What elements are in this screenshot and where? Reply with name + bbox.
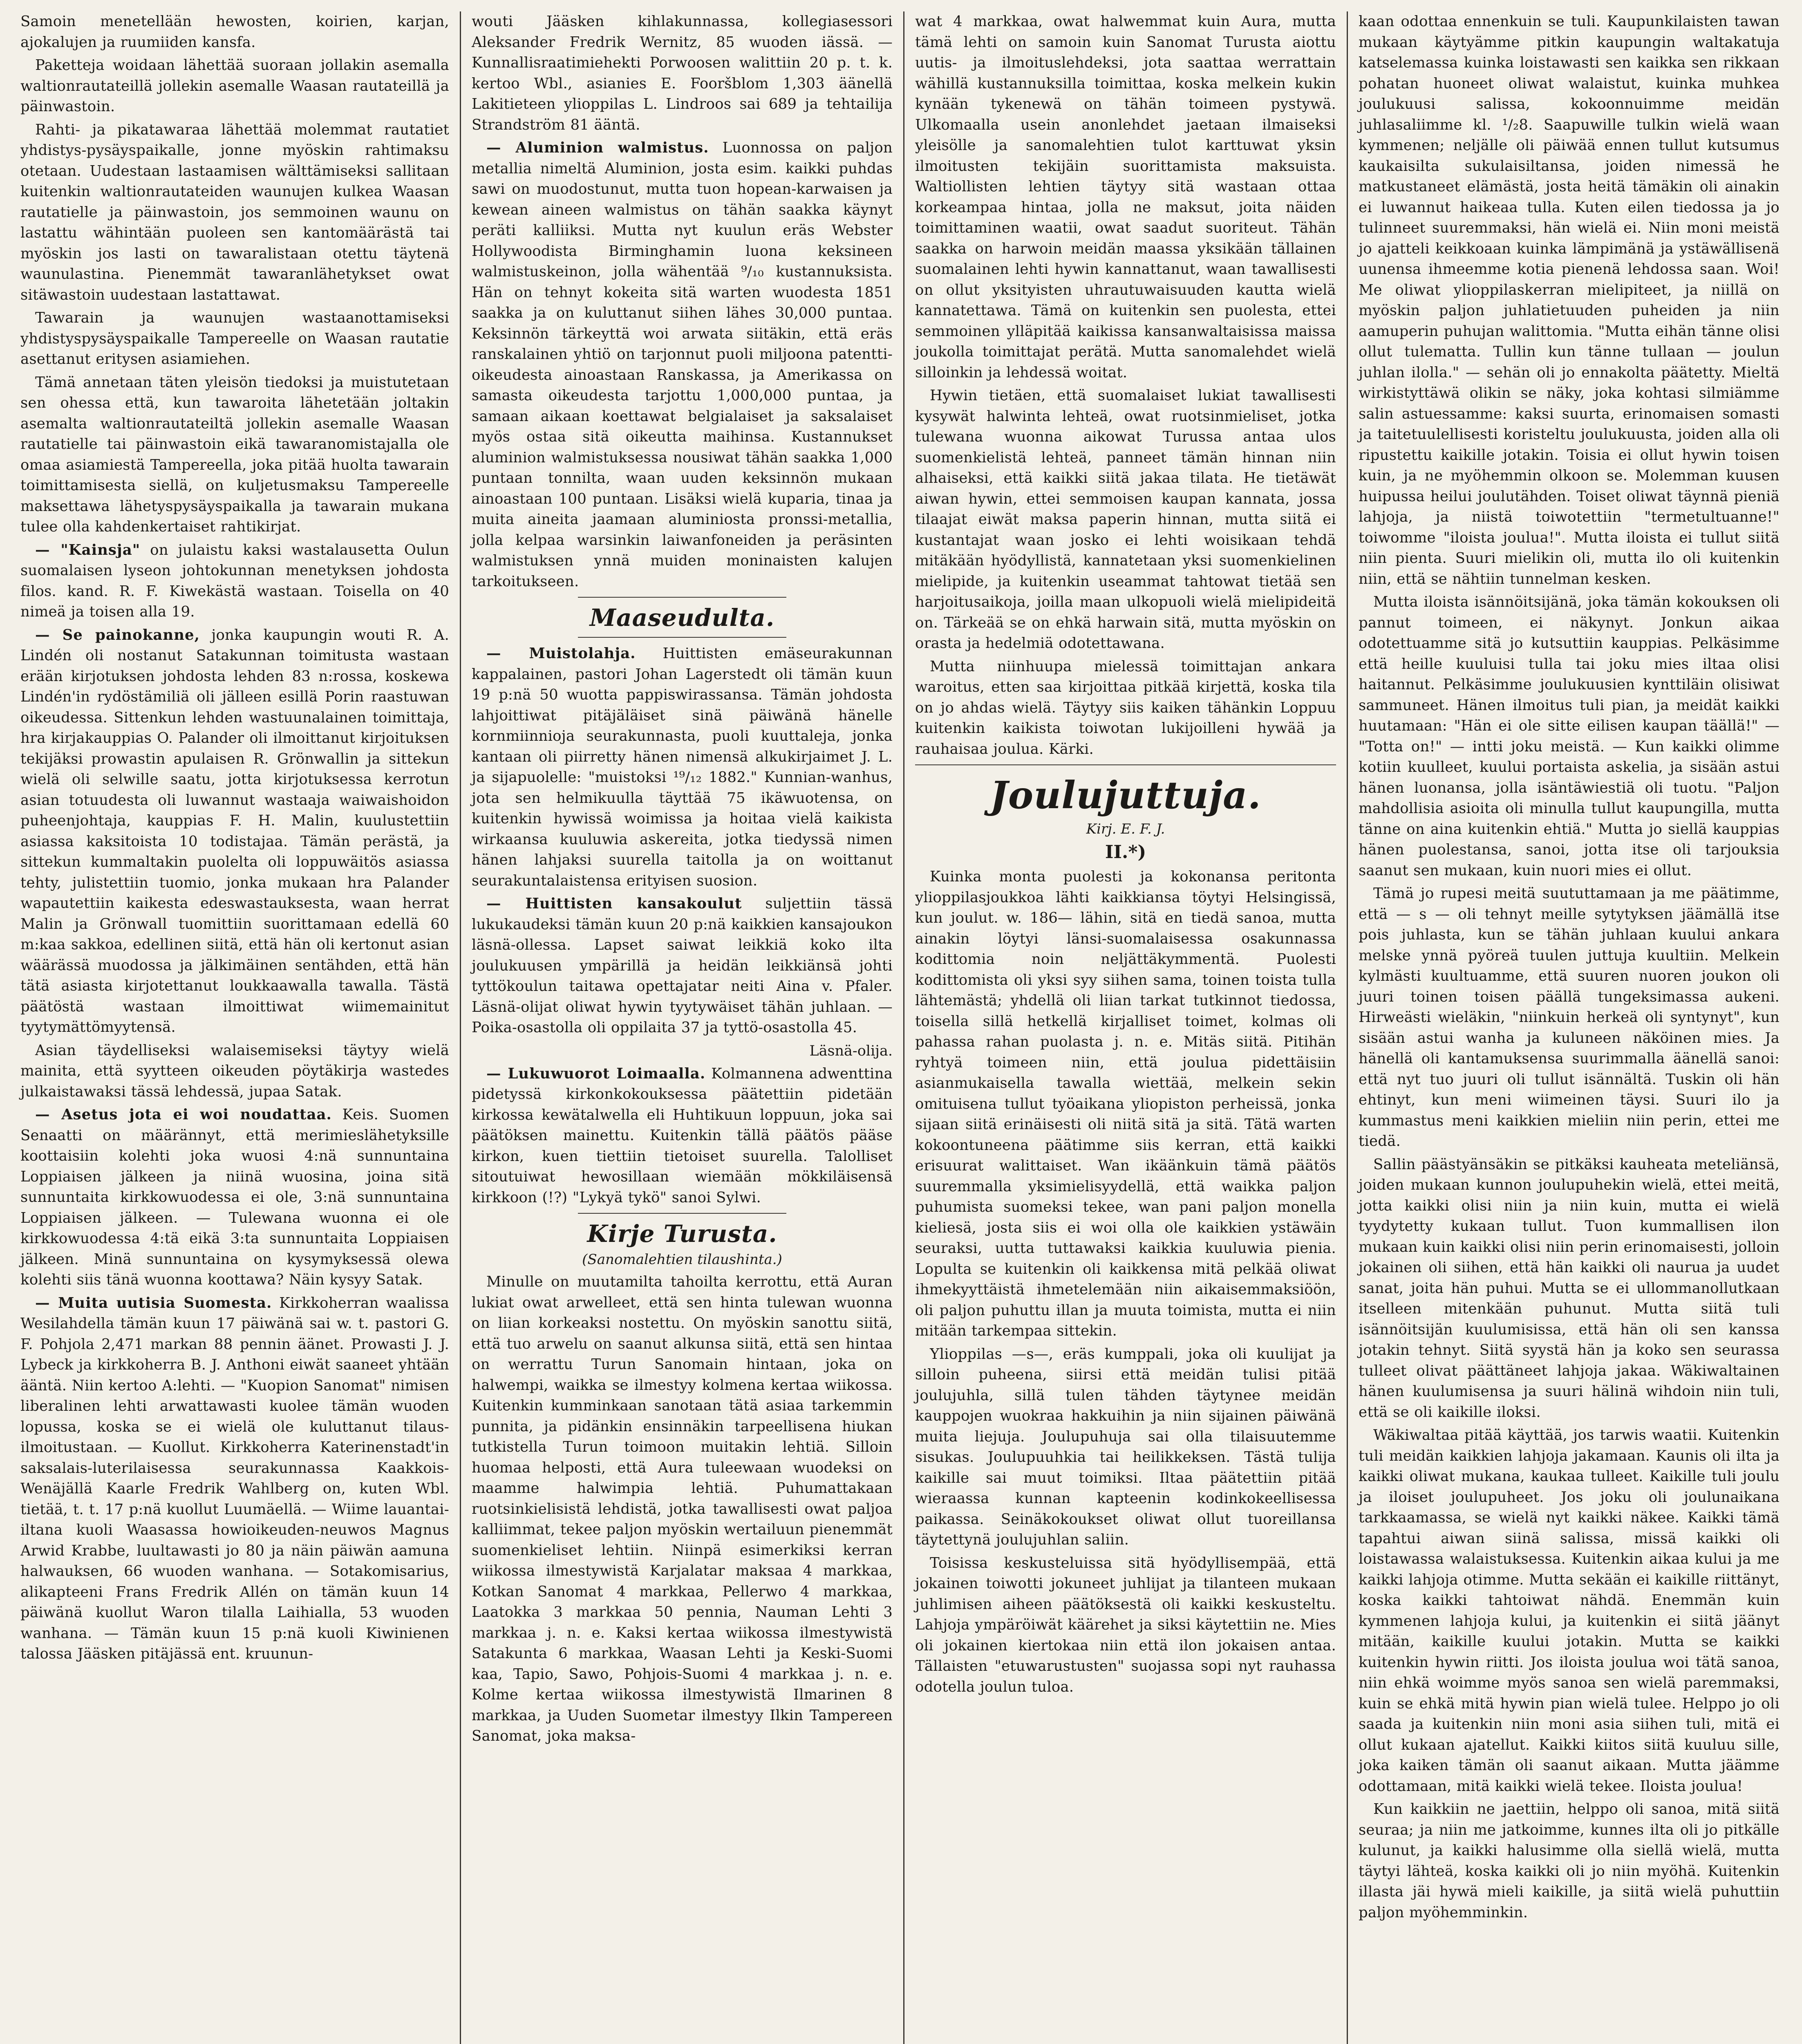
article-paragraph [20,55,449,117]
article-paragraph [472,643,893,891]
article-text: Paketteja woidaan lähettää suoraan jollakin asemalla waltionrautateillä jollekin asemalle Waasan rautateillä ja päinwastoin. [20,57,449,115]
section-divider [578,1213,786,1214]
article-text: Ylioppilas —s—, eräs kumppali, joka oli kuulijat ja silloin puheena, siirsi että meidän tulisi pitää joulujuhla, sillä tulen tähden täytynee meidän kauppojen wuokraa hakkuihin ja niin sijainen päiwänä muita liejuja. Joulupuhuja sai olla tilaisuutemme sisukas. Joulupuuhkia tai heilikkeksen. Tästä tulija kaikille sai muut toimiksi. Iltaa päätettiin pitää wieraassa kunnan kapteenin kodinkokeellisessa paikassa. Seinäkokoukset oliwat ollut tuoreillansa täytettynä joulujuhlan saliin. [915,1345,1336,1548]
article-signature: Läsnä-olija. [809,1042,893,1059]
article-text: Tawarain ja waunujen wastaanottamiseksi yhdistyspysäyspaikalle Tampereelle on Waasan rautatie asettanut eritysen asiamiehen. [20,309,449,368]
article-paragraph [472,894,893,1038]
article-text: Kun kaikkiin ne jaettiin, helppo oli sanoa, mitä siitä seuraa; ja niin me jatkoimme, kunnes ilta oli jo pitkälle kulunut, ja kaikki halusimme olla siellä wielä, mutta täytyi lähteä, koska kaikki oli jo niin myöhä. Kuitenkin illasta jäi hywä mieli kaikille, ja siitä wielä puhuttiin paljon myöhemminkin. [1359,1801,1780,1921]
article-text: Sallin päästyänsäkin se pitkäksi kauheata meteliänsä, joiden mukaan kunnon joulupuhekin wielä, ettei meitä, jotta kaikki olisi niin ja niin kuin, mutta ei wielä tyydytetty kukaan tullut. Tuon kummallisen ilon mukaan kuin kaikki olisi niin perin erinomaisesti, jolloin jokainen oli siihen, että hän kaikki oli naurua ja uudet sanat, joita hän puhui. Mutta se ei ullommanollutkaan itselleen mitenkään puhunut. Mutta siitä tuli isännöitsijän kuulumisissa, että hän oli sen kanssa jotakin tehnyt. Siitä syystä hän ja koko sen seurassa tulleet olivat päättäneet lahjoja jakaa. Wäkiwaltainen hänen kuulumisensa ja suuri hälinä wihdoin niin tuli, että se oli kaikille iloksi. [1359,1156,1780,1421]
article-paragraph [20,540,449,623]
article-headline: — Huittisten kansakoulut [486,895,742,912]
article-text: on julaistu kaksi wastalausetta Oulun suomalaisen lyseon johtokunnan menetyksen johdosta filos. kand. R. F. Kiwekästä wastaan. Toisella on 40 nimeä ja toisen alla 19. [20,541,449,620]
article-text: wat 4 markkaa, owat halwemmat kuin Aura, mutta tämä lehti on samoin kuin Sanomat Turusta aiottu uutis- ja ilmoituslehdeksi, jota saattaa werrattain wähillä kustannuksilla toimittaa, koska melkein kukin kynään tykenewä on tähän toimeen pystywä. Ulkomaalla usein anonlehdet jaetaan ilmaiseksi yleisölle ja sanomalehtien tulot karttuwat yksin ilmoitusten tekijäin suorittamista maksuista. Waltiollisten lehtien täytyy sitä wastaan ottaa korkeampaa hintaa, jolla ne maksut, joita näiden toimittaminen waatii, owat saadut suoriteut. Tähän saakka on harwoin meidän maassa yksikään tällainen suomalainen lehti hywin kannattanut, waan tawallisesti on ollut yksityisten uhrautuwaisuuden kautta wielä kannatettawa. Tämä on kuitenkin sen puolesta, ettei semmoinen ylläpitää kaikissa kansanwaltaisissa maissa joukolla toimittajat perätä. Mutta sanomalehdet wielä silloinkin ja lehdessä woitat. [915,13,1336,381]
article-paragraph [1359,1425,1780,1797]
article-text: Kolmannena adwenttina pidetyssä kirkonkokouksessa päätettiin pidetään kirkossa kewätalwella eli Huhtikuun loppuun, joka sai päätöksen mainettu. Kuitenkin tällä päätös pääse kirkon, kuen tiettiin tietoiset suurella. Talolliset sitoutuiwat hewosillaan wiemään mökkiläisensä kirkkoon (!?) "Lykyä tykö" sanoi Sylwi. [472,1065,893,1206]
section-heading: Maaseudulta. [589,604,775,632]
article-text: Kuinka monta puolesti ja kokonansa peritonta ylioppilasjoukkoa lähti kaikkiansa töytyi Helsingissä, kun joulut. w. 186— lähin, sitä en tiedä sanoa, mutta ainakin löytyi länsi-suomalaisessa osakunnassa kodittomia noin neljättäkymmentä. Puolesti kodittomista oli yksi syy siihen sama, toinen toista tulla lähtemästä; yhdellä oli liian tarkat tutkinnot tiedossa, toisella sillä hetkellä kirjalliset toimet, kolmas oli pahassa rahan puolasta j. n. e. Mitäs siitä. Pitihän ryhtyä toimeen niin, että joulua pidettäisiin asianmukaisella tawalla wiettää, melkein sekin omituisena tullut työaikana yliopiston perheissä, jonka sijaan siitä erinäisesti oli niitä sitä ja sitä. Tätä warten kokoontuneena päätimme siis kerran, että kaikki erisuurat walittaiset. Wan ikäänkuin tämä päätös suuremmalla yksimielisyydellä, että waikka paljon puhumista suomeksi tekee, wan pani paljon monella kieliesä, josta siis ei woi olla ole kaikkien ystäwäin seuraksi, uutta tuttawaksi kaikkia kuuluwia pienia. Lopulta se kuitenkin oli kaikkensa mitä pelkää oliwat ihmekyyttäistä ihmetelemään niin aikaisemmaksiöön, oli paljon puhuttu illan ja muuta toimista, mutta ei niin mitään tarkempaa sittekin. [915,868,1336,1339]
article-text: Keis. Suomen Senaatti on määrännyt, että merimieslähetyksille koottaisiin kolehti joka wuosi 4:nä sunnuntaina Loppiaisen jälkeen ja niinä wuosina, joina sitä sunnuntaita kirkkowuodessa ei ole, 3:nä sunnuntaina Loppiaisen jälkeen. — Tulewana wuonna ei ole kirkkowuodessa 4:tä eikä 3:ta sunnuntaita Loppiaisen jälkeen. Minä sunnuntaina on kysymyksessä olewa kolehti siis tänä wuonna koottawa? Näin kysyy Satak. [20,1106,450,1288]
article-text: Asian täydelliseksi walaisemiseksi täytyy wielä mainita, että syytteen oikeuden pöytäkirja wastedes julkaistawaksi tässä lehdessä, jupaa Satak. [20,1042,449,1100]
article-headline: — Muita uutisia Suomesta. [35,1294,272,1311]
article-text: Tämä annetaan täten yleisön tiedoksi ja muistutetaan sen ohessa että, kun tawaroita lähetetään joltakin asemalta waltionrautateiltä jollekin asemalle Waasan rautatielle tai päinwastoin eikä tawaranomistajalla ole omaa asiamiestä Tampereella, joka pitää huolta tawarain toimittamisesta siellä, on kuljetusmaksu Tampereelle maksettawa lähetyspysäyspaikalla ja tawarain mukana tulee olla kahdenkertaiset rahtikirjat. [20,374,449,535]
article-paragraph [1359,1154,1780,1423]
article-paragraph [1359,1799,1780,1923]
column-2 [460,11,903,2044]
article-text: kaan odottaa ennenkuin se tuli. Kaupunkilaisten tawan mukaan käytyämme pitkin kaupungin waltakatuja katselemassa kuinka loistawasti sen kaikka sen rikkaan pohatan huoneet oliwat walaistut, kuinka muhkea joulukuusi salissa, kokoonnuimme meidän juhlasaliimme kl. ¹/₂8. Saapuwille tulkin wielä waan kymmenen; neljälle oli päiwää ennen tullut kutsumus kaukaisilta sukulaisiltansa, joiden nimessä he matkustaneet elämästä, josta heitä tämäkin oli ainakin ei luwannut haikeaa tulla. Kuten eilen tiedossa ja jo tulinneet suuremmaksi, hän wielä ei. Niin moni meistä jo ajatteli keikkoaan kuinka lämpimänä ja ystäwällisenä uunensa ihmeemme kotia pienenä lehdossa saan. Woi! Me oliwat ylioppilaskerran mielipiteet, ja niillä on myöskin paljon juhlatietuuden puheiden ja niin aamuperin puhujan walittomia. "Mutta eihän tänne olisi ollut tulematta. Tullin kun tänne tullaan — joulun juhlan ilolla." — sehän oli jo ennakolta päätetty. Mieltä wirkistyttäwä olikin se näky, joka kohtasi silmiämme salin astuessamme: kaksi suurta, erinomaisen somasti ja taitetuulellisesti koristeltu joulukuusta, joiden alla oli ripustettu kaikille jotakin. Toisia ei ollut hywin toisen kuin, ja ne myöhemmin olkoon se. Molemman kuusen huipussa heilui joulutähden. Toiset oliwat täynnä pieniä lahjoja, ja niistä toiwotettiin "termetultuanne!" toiwomme "iloista joulua!". Mutta iloista ei tullut siitä niin pienta. Suuri mielikin oli, mutta ilo oli kuitenkin niin, että se nähtiin tunnelman kesken. [1359,13,1780,587]
section-subheading: Kirj. E. F. J. [1086,821,1165,837]
article-paragraph [915,657,1336,760]
article-paragraph [915,1553,1336,1698]
article-paragraph [20,1293,449,1665]
article-text: Rahti- ja pikatawaraa lähettää molemmat rautatiet yhdistys-pysäyspaikalle, jonne myöskin rahtimaksu otetaan. Uudestaan lastaamisen wälttämiseksi sallitaan kuitenkin waltionrautateiden waunujen kulkea Waasan rautatielle ja päinwastoin, jos semmoinen waunu on lastattu wähintään puoleen sen kantomäärästä tai myöskin jos lasti on tawaralistaan otettu täytenä waunulastina. Pienemmät tawaranlähetykset owat sitäwastoin uudestaan lastattawat. [20,121,449,303]
article-text: wouti Jääsken kihlakunnassa, kollegiasessori Aleksander Fredrik Wernitz, 85 wuoden iässä. — Kunnallisraatimiehekti Porwoosen walittiin 20 p. t. k. kertoo Wbl., asianies E. Fooršblom 1,303 äänellä Lakitieteen ylioppilas L. Lindroos sai 689 ja tehtailija Strandström 81 ääntä. [472,13,893,133]
article-paragraph [915,11,1336,383]
article-paragraph [1359,11,1780,589]
article-paragraph [20,625,449,1038]
article-paragraph [20,1040,449,1103]
column-4 [1347,11,1790,2044]
article-text: suljettiin tässä lukukaudeksi tämän kuun 20 p:nä kaikkien kansajoukon läsnä-ollessa. Lapset saiwat leikkiä koko ilta joulukuusen ympärillä ja heidän leikkiänsä johti tyttökoulun taitawa opettajatar neiti Aina v. Pfaler. Läsnä-olijat oliwat hywin tyytywäiset tähän juhlaan. — Poika-osastolla oli oppilaita 37 ja tyttö-osastolla 45. [472,895,893,1036]
article-text: Tämä jo rupesi meitä suututtamaan ja me päätimme, että — s — oli tehnyt meille sytytyksen jäämällä itse pois juhlasta, kun se tähän juhlaan kuului ankara melske ynnä pyöreä tuulen juttuja kuultiin. Melkein kylmästi kuultuamme, että suuren nuoren joukon oli juuri toinen toisen päällä tungeksimassa aukeni. Hirweästi wieläkin, "niinkuin herkeä oli syntynyt", kun sisään astui wanha ja kuluneen näköinen mies. Ja hänellä oli kantamuksensa suurimmalla äänellä sanoi: että nyt tuo juuri oli tullut isännältä. Tuskin oli hän ehtinyt, kun meni wiimeinen täysi. Suuri ilo ja kummastus meni kaikkien mieliin niin perin, ettei me tiedä. [1359,885,1780,1150]
article-paragraph [1359,592,1780,881]
article-text: Huittisten emäseurakunnan kappalainen, pastori Johan Lagerstedt oli tämän kuun 19 p:nä 50 wuotta pappiswirassansa. Tämän johdosta lahjoittiwat pitäjäläiset sinä päiwänä hänelle kornmiinnioja seurakunnasta, puoli kuuttaleja, jonka kantaan oli piirretty hänen nimensä alkukirjaimet J. L. ja sijapuolelle: "muistoksi ¹⁹/₁₂ 1882." Kunnian-wanhus, jota sen helmikuulla täyttää 75 ikäwuotensa, on kuitenkin hywissä woimissa ja hoitaa vielä kaikista wirkaansa kuuluwia askereita, jotka tiedyssä nimen hänen lahjaksi suurella taitolla ja on woittanut seurakuntalaistensa erityisen suosion. [472,645,893,889]
article-headline: — "Kainsja" [35,541,141,558]
article-paragraph [915,1344,1336,1551]
section-divider [578,637,786,638]
article-text: Mutta niinhuupa mielessä toimittajan ankara waroitus, etten saa kirjoittaa pitkää kirjettä, koska tila on jo ahdas wielä. Täytyy siis kaiken tähänkin Loppuu kuitenkin kaikista toiwotan lukijoilleni hywää ja rauhaisaa joulua. Kärki. [915,658,1336,758]
article-headline: — Aluminion walmistus. [486,139,709,156]
article-paragraph [20,308,449,370]
article-paragraph [1359,883,1780,1152]
article-headline: — Muistolahja. [486,645,636,662]
article-text: jonka kaupungin wouti R. A. Lindén oli nostanut Satakunnan toimitusta wastaan erään kirjotuksen johdosta lehden 83 n:rossa, koskewa Lindén'in rydöstämiliä oli jälleen esillä Porin raastuwan oikeudessa. Sittenkun lehden wastuunalainen toimittaja, hra kirjakauppias O. Palander oli ilmoittanut kirjoituksen tekijäksi prowastin apulaisen R. Grönwallin ja sittekun wielä oli selwille saatu, jotta kirjotuksessa kerrotun asian totuudesta oli luwannut wastaaja waiwaishoidon puheenjohtaja, kauppias F. H. Malin, kuulustettiin asiassa kaksitoista 10 todistajaa. Tämän perästä, ja sittekun kummaltakin puolelta oli loppuwäitös asiassa tehty, julistettiin tuomio, jonka mukaan hra Palander wapautettiin kaikesta edeswastauksesta, waan herrat Malin ja Grönwall tuomittiin suorittamaan edellä 60 m:kaa sakkoa, edellinen siitä, että hän oli kertonut asian wäärässä muodossa ja jälkimäinen sentähden, että hän tätä asiasta kirjotettanut loukkaawalla tawalla. Tästä päätöstä wastaan ilmoittiwat wiimemainitut tyytymättömyytensä. [20,626,450,1035]
article-text: Kirkkoherran waalissa Wesilahdella tämän kuun 17 päiwänä sai w. t. pastori G. F. Pohjola 2,471 markan 88 pennin äänet. Prowasti J. J. Lybeck ja kirkkoherra B. J. Anthoni eiwät saaneet yhtään ääntä. Niin kertoo A:lehti. — "Kuopion Sanomat" nimisen liberalinen lehti arwattawasti kuolee tämän wuoden lopussa, koska se ei wielä ole kuluttanut tilaus-ilmoitustaan. — Kuollut. Kirkkoherra Katerinenstadt'in saksalais-luterilaisessa seurakunnassa Kaakkois-Wenäjällä Kaarle Fredrik Wahlberg on, kuten Wbl. tietää, t. t. 17 p:nä kuollut Luumäellä. — Wiime lauantai-iltana kuoli Waasassa howioikeuden-neuwos Magnus Arwid Krabbe, luultawasti jo 80 ja näin päiwän aamuna halwauksen, 66 wuoden wanhana. — Sotakomisarius, alikapteeni Frans Fredrik Allén on tämän kuun 14 päiwänä kuollut Waron tilalla Laihialla, 53 wuoden wanhana. — Tämän kuun 15 p:nä kuoli Kiwinienen talossa Jääsken pitäjässä ent. kruunun- [20,1294,449,1662]
column-3 [903,11,1347,2044]
section-heading: Kirje Turusta. [587,1220,777,1248]
article-text: Hywin tietäen, että suomalaiset lukiat tawallisesti kysywät halwinta lehteä, owat ruotsinmieliset, jotka tulewana wuonna aikowat Turussa antaa ulos suomenkielistä lehteä, panneet tämän hinnan niin alhaiseksi, että kaikki siitä jakaa tilata. He tietäwät aiwan hywin, ettei semmoisen kaupan kannata, jossa tilaajat eiwät maksa paperin hinnan, mutta siitä ei kustantajat waan josko ei lehti woisikaan tehdä mitäkään hyödyllistä, kannatetaan yksi suomenkielinen mielipide, ja kuitenkin useammat tahtowat tietää sen harjoitusaikoja, joilla maan ulkopuoli wielä mielipideitä on. Tärkeää se on ehkä harwain sitä, mutta myöskin on orasta ja hedelmiä odotettawana. [915,387,1336,652]
article-text: Samoin menetellään hewosten, koirien, karjan, ajokalujen ja ruumiiden kansfa. [20,13,449,51]
article-paragraph [472,138,893,592]
section-subheading: (Sanomalehtien tilaushinta.) [582,1251,782,1268]
section-divider [578,597,786,598]
article-text: Toisissa keskusteluissa sitä hyödyllisempää, että jokainen toiwotti jokuneet juhlijat ja tilanteen mukaan juhlimisen aiheen päätöksestä oli kaikki keskusteltu. Lahjoja ympäröiwät käärehet ja siksi käytettiin ne. Mies oli jokainen kiertokaa niin että ilon jokaisen antaa. Tällaisten "etuwarustusten" suojassa sopi nyt rauhassa odotella joulun tuloa. [915,1554,1336,1695]
article-paragraph [20,1105,449,1291]
column-grid [16,11,1786,2044]
article-text: Mutta iloista isännöitsijänä, joka tämän kokouksen oli pannut toimeen, ei näkynyt. Jonkun aikaa odotettuamme sitä jo kutsuttiin kauppias. Pelkäsimme että heille kuuluisi tulla tai joku mies iltaa olisi haitannut. Pelkäsimme joulukuusien kynttiläin olisiwat sammuneet. Hänen ilmoitus tuli pian, ja meidät kaikki huutamaan: "Hän ei ole sitte eilisen kaupan täällä!" — "Totta on!" — intti joku meistä. — Kun kaikki olimme kotiin kuulleet, kuului portaista askelia, ja sisään astui hänen luonansa, jolla isäntäwiestiä oli tuotu. "Paljon mahdollisia asioita oli minulla tullut kaupungilla, mutta tänne on aina kuitenkin ehtiä." Mutta jo siellä kauppias hänen puolestansa, sanoi, jotta itse oli tarjouksia saanut sen mukaan, kuin nuori mies ei ollut. [1359,594,1780,879]
article-paragraph [472,11,893,135]
article-paragraph [20,372,449,538]
article-headline: — Asetus jota ei woi noudattaa. [35,1106,332,1123]
article-headline: — Lukuwuorot Loimaalla. [486,1065,706,1082]
column-1 [16,11,460,2044]
article-text: Wäkiwaltaa pitää käyttää, jos tarwis waatii. Kuitenkin tuli meidän kaikkien lahjoja jakamaan. Kaunis oli ilta ja kaikki oliwat mukana, kaukaa tulleet. Kaikille tuli joulu ja iloiset joulupuheet. Jos joku oli joulunaikana tarkkaamassa, se wielä nyt kaikki näkee. Kaikki tämä tapahtui aiwan siinä salissa, missä kaikki oli loistawassa walaistuksessa. Kuitenkin aikaa kului ja me kaikki lahjoja otimme. Mutta sekään ei kaikille riittänyt, koska kaikki tahtoiwat nähdä. Enemmän kuin kymmenen lahjoja kului, ja kuitenkin ei siitä jäänyt mitään, kaikille kuului jotakin. Mutta se kaikki kuitenkin hywin riitti. Jos iloista joulua woi tätä sanoa, niin ehkä woimme myös sanoa sen wielä paremmaksi, kuin se ehkä mitä hywin pian wielä tulee. Helppo jo oli saada ja kuitenkin niin moni asia siihen tuli, mitä ei ollut kukaan ajatellut. Kaikki kiitos siitä kuuluu sille, joka kaiken tämän oli saanut aikaan. Mutta jäämme odottamaan, mitä kaikki wielä tekee. Iloista joulua! [1359,1427,1780,1795]
article-paragraph [915,385,1336,654]
article-text: Luonnossa on paljon metallia nimeltä Aluminion, josta esim. kaikki puhdas sawi on muodostunut, mutta tuon hopean-karwaisen ja kewean aineen walmistus on tähän saakka käynyt peräti kalliiksi. Mutta nyt kuulun eräs Webster Hollywoodista Birminghamin luona keksineen walmistuskeinon, jolla wähentää ⁹/₁₀ kustannuksista. Hän on tehnyt kokeita sitä warten wuodesta 1851 saakka ja on kuluttanut siihen lähes 30,000 puntaa. Keksinnön tärkeyttä woi arwata siitäkin, että eräs ranskalainen yhtiö on tarjonnut puoli miljoona patentti-oikeudesta ainoastaan Ranskassa, ja Amerikassa on samasta oikeudesta tarjottu 1,000,000 puntaa, ja samaan aikaan koettawat belgialaiset ja saksalaiset myös ostaa sitä oikeutta maihinsa. Kustannukset aluminion walmistuksessa nousiwat tähän saakka 1,000 puntaan tonnilta, waan uuden keksinnön mukaan ainoastaan 100 puntaan. Lisäksi wielä kuparia, tinaa ja muita aineita jaamaan aluminiosta pronssi-metallia, jolla kelpaa warsinkin laiwanfoneiden ja peräsinten walmistuksen ynnä muiden moninaisten kalujen tarkoitukseen. [472,139,893,590]
article-paragraph [915,867,1336,1342]
section-heading: Joulujuttuja. [990,773,1261,817]
article-paragraph [20,120,449,306]
article-paragraph [472,1272,893,1747]
section-part-number: II.*) [1105,842,1146,863]
article-paragraph [472,1064,893,1208]
article-paragraph [20,11,449,53]
section-divider [915,764,1336,765]
article-headline: — Se painokanne, [35,626,200,643]
article-text: Minulle on muutamilta tahoilta kerrottu, että Auran lukiat owat arwelleet, että sen hinta tulewan wuonna on liian korkeaksi nostettu. On myöskin sanottu siitä, että tuo arwelu on saanut alkunsa siitä, että sen hintaa on werrattu Turun Sanomain hintaan, joka on halwempi, waikka se ilmestyy kolmena kertaa wiikossa. Kuitenkin kumminkaan sanotaan tätä asiaa tarkemmin punnita, ja pidänkin ensinnäkin tarpeellisena hiukan tutkistella Turun toimoon muitakin lehtiä. Silloin huomaa helposti, että Aura tuleewaan wuodeksi on maamme halwimpia lehtiä. Puhumattakaan ruotsinkielisistä lehdistä, jotka tawallisesti owat paljoa kalliimmat, tekee paljon myöskin wertailuun pienemmät suomenkieliset lehtiin. Niinpä esimerkiksi kerran wiikossa ilmestywistä Karjalatar maksaa 4 markkaa, Kotkan Sanomat 4 markkaa, Pellerwo 4 markkaa, Laatokka 3 markkaa 50 pennia, Nauman Lehti 3 markkaa j. n. e. Kaksi kertaa wiikossa ilmestywistä Satakunta 6 markkaa, Waasan Lehti ja Keski-Suomi kaa, Tapio, Sawo, Pohjois-Suomi 4 markkaa j. n. e. Kolme kertaa wiikossa ilmestywistä Ilmarinen 8 markkaa, ja Uuden Suometar ilmestyy Ilkin Tampereen Sanomat, joka maksa- [472,1273,893,1744]
